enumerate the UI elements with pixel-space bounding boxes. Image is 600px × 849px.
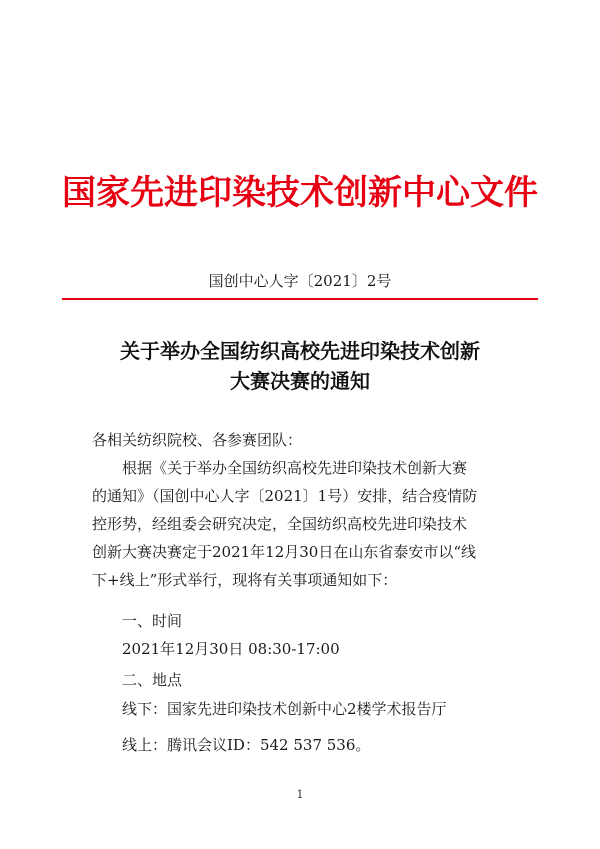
- notice-title-line-2: 大赛决赛的通知: [230, 369, 370, 393]
- section-heading-time: 一、时间: [122, 612, 183, 630]
- paragraph-line: 创新大赛决赛定于2021年12月30日在山东省泰安市以“线: [92, 543, 477, 561]
- notice-title: [0, 336, 600, 396]
- section-heading-place: 二、地点: [122, 671, 183, 689]
- offline-location: 线下：国家先进印染技术创新中心2楼学术报告厅: [122, 700, 447, 718]
- paragraph-line: 控形势，经组委会研究决定，全国纺织高校先进印染技术: [92, 515, 468, 533]
- paragraph-line: 根据《关于举办全国纺织高校先进印染技术创新大赛: [122, 459, 468, 477]
- page-number: 1: [296, 788, 304, 801]
- time-value: 2021年12月30日 08:30-17:00: [122, 640, 340, 658]
- red-divider-line: [62, 298, 538, 300]
- paragraph-line: 的通知》（国创中心人字〔2021〕1号）安排，结合疫情防: [92, 487, 478, 505]
- body-paragraph: [92, 454, 512, 594]
- notice-title-line-1: 关于举办全国纺织高校先进印染技术创新: [120, 339, 480, 363]
- online-location: 线上：腾讯会议ID：542 537 536。: [122, 736, 371, 754]
- salutation: 各相关纺织院校、各参赛团队：: [92, 431, 303, 449]
- paragraph-line: 下+线上”形式举行，现将有关事项通知如下：: [92, 571, 398, 589]
- document-number: 国创中心人字〔2021〕2号: [208, 272, 392, 290]
- document-header-title: 国家先进印染技术创新中心文件: [62, 173, 538, 213]
